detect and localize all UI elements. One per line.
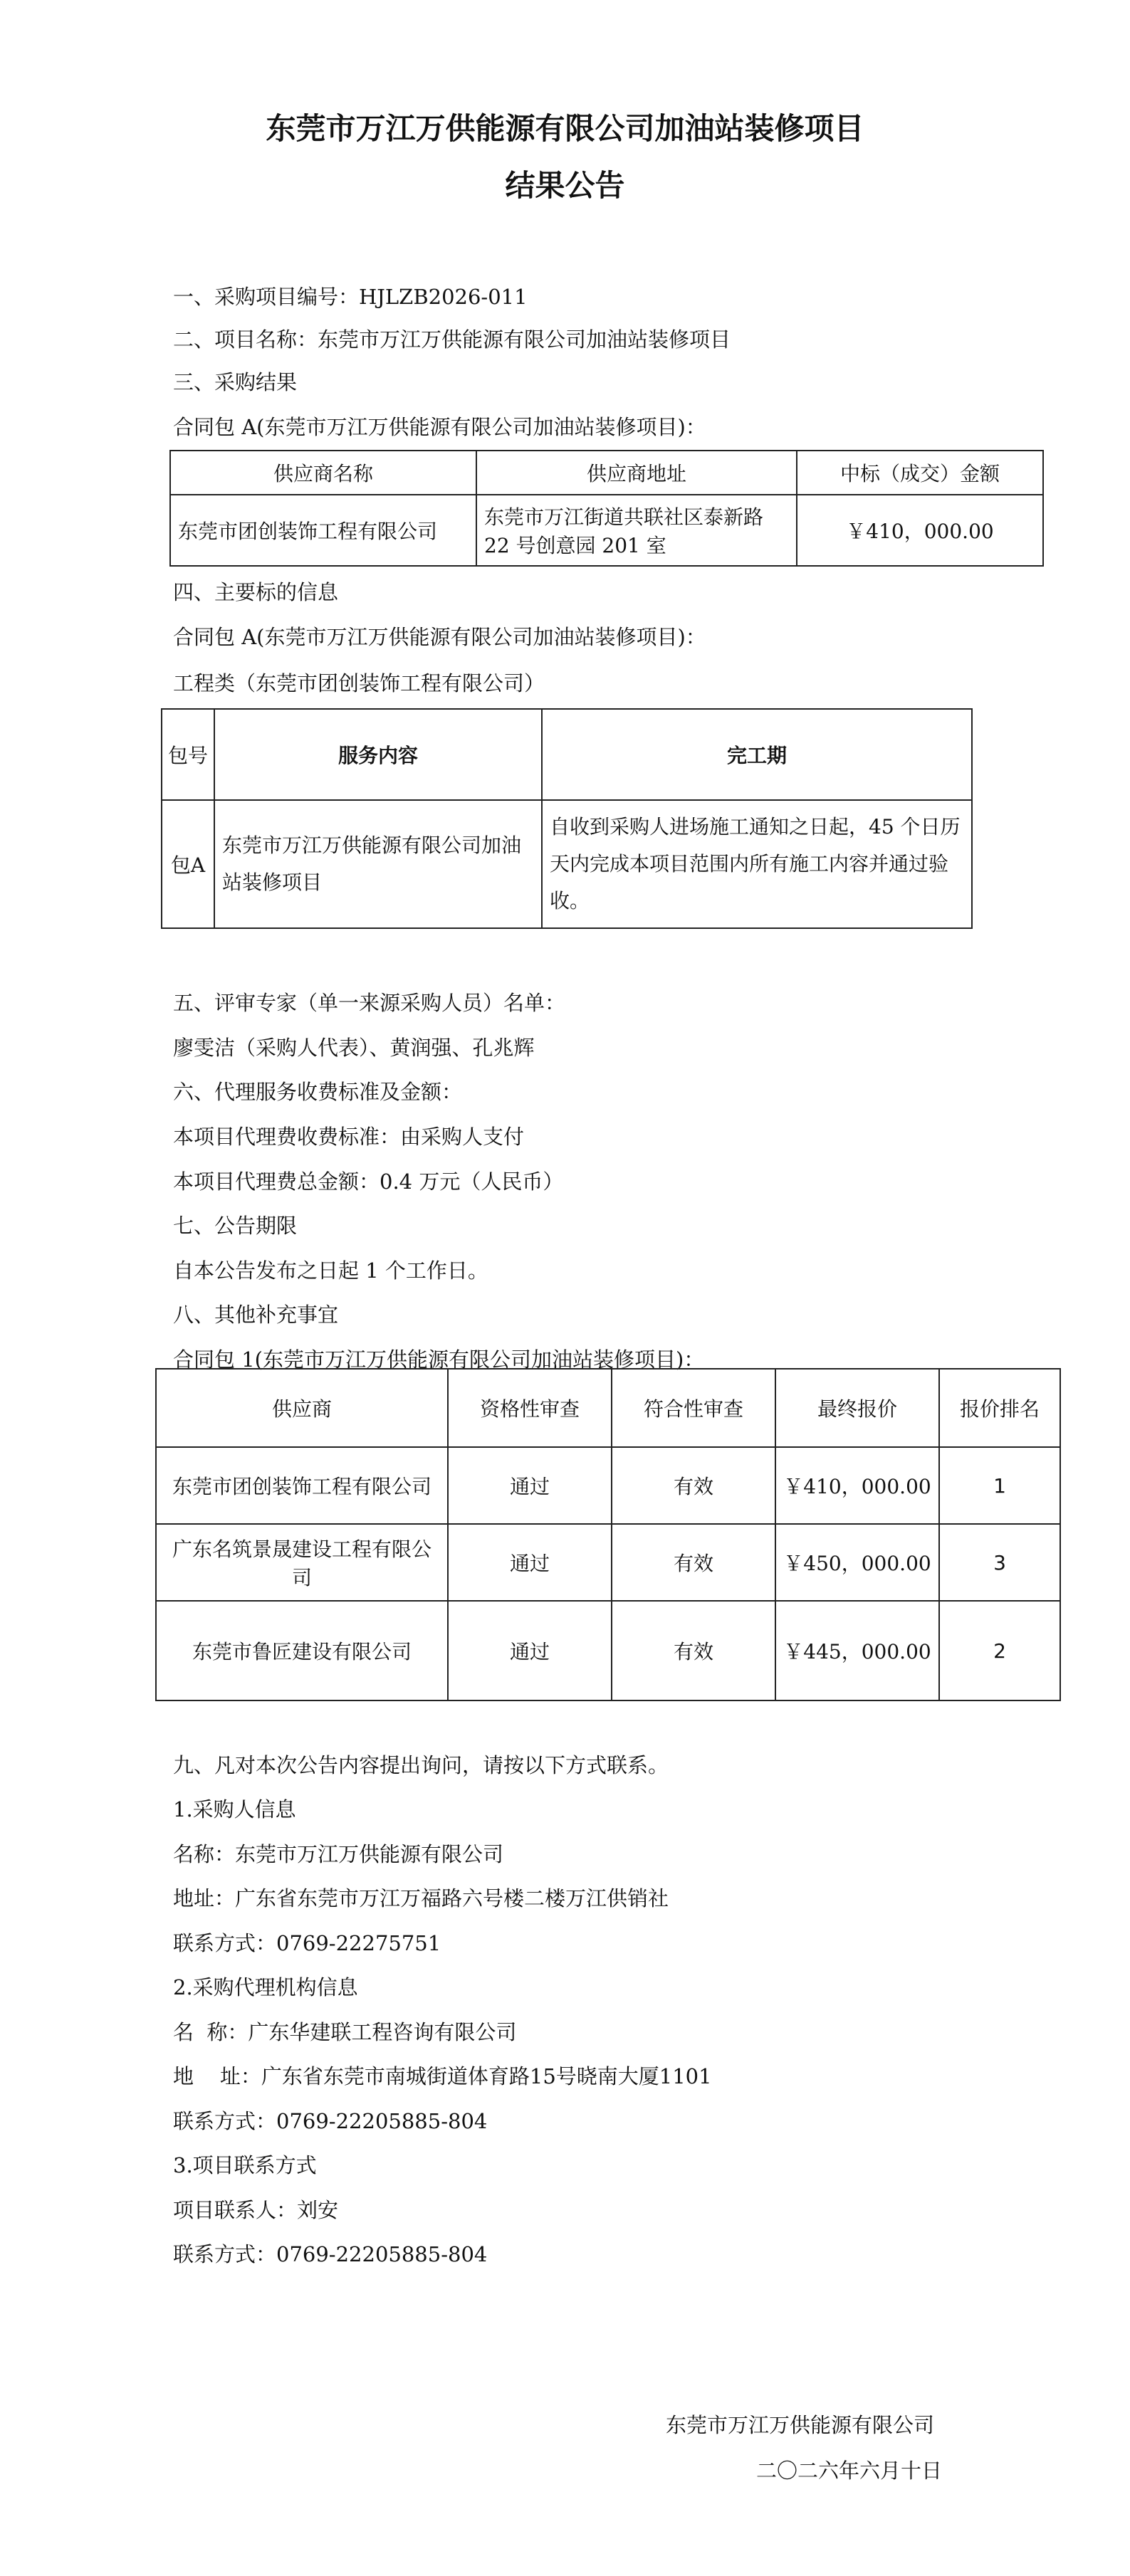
section-1-project-number: 一、采购项目编号：HJLZB2026-011 (173, 285, 528, 309)
bid-cell-price: ￥410，000.00 (775, 1447, 939, 1524)
bid-cell-rank: 1 (939, 1447, 1060, 1524)
target-cell-service: 东莞市万江万供能源有限公司加油站装修项目 (214, 800, 542, 928)
bid-cell-supplier: 广东名筑景晟建设工程有限公司 (156, 1524, 448, 1601)
contact-2-address: 地 址：广东省东莞市南城街道体育路15号晓南大厦1101 (173, 2064, 712, 2088)
result-cell-supplier: 东莞市团创装饰工程有限公司 (170, 495, 476, 566)
bid-table (155, 1368, 1061, 1701)
bid-header-supplier: 供应商 (156, 1369, 448, 1447)
section-4-type: 工程类（东莞市团创装饰工程有限公司） (173, 671, 545, 695)
contact-2-phone: 联系方式：0769-22205885-804 (173, 2109, 488, 2133)
bid-header-price: 最终报价 (775, 1369, 939, 1447)
bid-cell-price: ￥445，000.00 (775, 1601, 939, 1700)
contact-1-phone: 联系方式：0769-22275751 (173, 1931, 441, 1955)
contact-1-name: 名称：东莞市万江万供能源有限公司 (173, 1842, 504, 1866)
contact-1-heading: 1.采购人信息 (173, 1797, 296, 1821)
document-title-line2: 结果公告 (505, 168, 625, 203)
table-row (156, 1601, 1060, 1700)
section-7-text: 自本公告发布之日起 1 个工作日。 (173, 1258, 488, 1283)
bid-header-conformity: 符合性审查 (612, 1369, 775, 1447)
bid-cell-supplier: 东莞市鲁匠建设有限公司 (156, 1601, 448, 1700)
target-header-package: 包号 (162, 709, 214, 800)
section-5-names: 廖雯洁（采购人代表）、黄润强、孔兆辉 (173, 1036, 535, 1060)
bid-header-rank: 报价排名 (939, 1369, 1060, 1447)
bid-cell-conformity: 有效 (612, 1601, 775, 1700)
bid-cell-supplier: 东莞市团创装饰工程有限公司 (156, 1447, 448, 1524)
contact-2-heading: 2.采购代理机构信息 (173, 1975, 358, 1999)
section-6-heading: 六、代理服务收费标准及金额： (173, 1080, 463, 1104)
result-header-address: 供应商地址 (476, 451, 797, 495)
section-6-amount: 本项目代理费总金额：0.4 万元（人民币） (173, 1169, 564, 1194)
contact-3-heading: 3.项目联系方式 (173, 2153, 317, 2177)
result-cell-address: 东莞市万江街道共联社区泰新路 22 号创意园 201 室 (476, 495, 797, 566)
contact-3-phone: 联系方式：0769-22205885-804 (173, 2242, 488, 2266)
section-6-standard: 本项目代理费收费标准：由采购人支付 (173, 1125, 525, 1149)
result-cell-amount: ￥410，000.00 (797, 495, 1043, 566)
bid-cell-rank: 3 (939, 1524, 1060, 1601)
section-8-heading: 八、其他补充事宜 (173, 1303, 339, 1327)
contact-2-name: 名 称：广东华建联工程咨询有限公司 (173, 2020, 517, 2044)
section-2-project-name: 二、项目名称：东莞市万江万供能源有限公司加油站装修项目 (173, 327, 731, 352)
contact-1-address: 地址：广东省东莞市万江万福路六号楼二楼万江供销社 (173, 1886, 669, 1910)
bid-cell-rank: 2 (939, 1601, 1060, 1700)
signature-organization: 东莞市万江万供能源有限公司 (666, 2413, 935, 2437)
bid-cell-qualification: 通过 (448, 1601, 612, 1700)
section-8-package: 合同包 1(东莞市万江万供能源有限公司加油站装修项目)： (173, 1347, 705, 1372)
bid-header-qualification: 资格性审查 (448, 1369, 612, 1447)
table-row (156, 1524, 1060, 1601)
bid-cell-qualification: 通过 (448, 1447, 612, 1524)
bid-cell-conformity: 有效 (612, 1524, 775, 1601)
bid-cell-qualification: 通过 (448, 1524, 612, 1601)
section-5-heading: 五、评审专家（单一来源采购人员）名单： (173, 991, 566, 1015)
result-header-supplier: 供应商名称 (170, 451, 476, 495)
bid-cell-conformity: 有效 (612, 1447, 775, 1524)
section-3-package: 合同包 A(东莞市万江万供能源有限公司加油站装修项目)： (173, 415, 706, 439)
contact-3-person: 项目联系人：刘安 (173, 2198, 339, 2222)
target-header-service: 服务内容 (214, 709, 542, 800)
target-header-period: 完工期 (542, 709, 972, 800)
section-7-heading: 七、公告期限 (173, 1214, 298, 1238)
target-cell-package: 包A (162, 800, 214, 928)
result-header-amount: 中标（成交）金额 (797, 451, 1043, 495)
document-title-line1: 东莞市万江万供能源有限公司加油站装修项目 (266, 111, 864, 146)
target-table (161, 708, 973, 929)
target-cell-period: 自收到采购人进场施工通知之日起，45 个日历天内完成本项目范围内所有施工内容并通过验收。 (542, 800, 972, 928)
table-row (156, 1447, 1060, 1524)
section-3-heading: 三、采购结果 (173, 370, 298, 394)
signature-date: 二〇二六年六月十日 (756, 2459, 943, 2483)
section-4-heading: 四、主要标的信息 (173, 580, 339, 604)
section-9-heading: 九、凡对本次公告内容提出询问，请按以下方式联系。 (173, 1753, 669, 1777)
section-4-package: 合同包 A(东莞市万江万供能源有限公司加油站装修项目)： (173, 625, 706, 649)
bid-cell-price: ￥450，000.00 (775, 1524, 939, 1601)
result-table (169, 450, 1044, 567)
